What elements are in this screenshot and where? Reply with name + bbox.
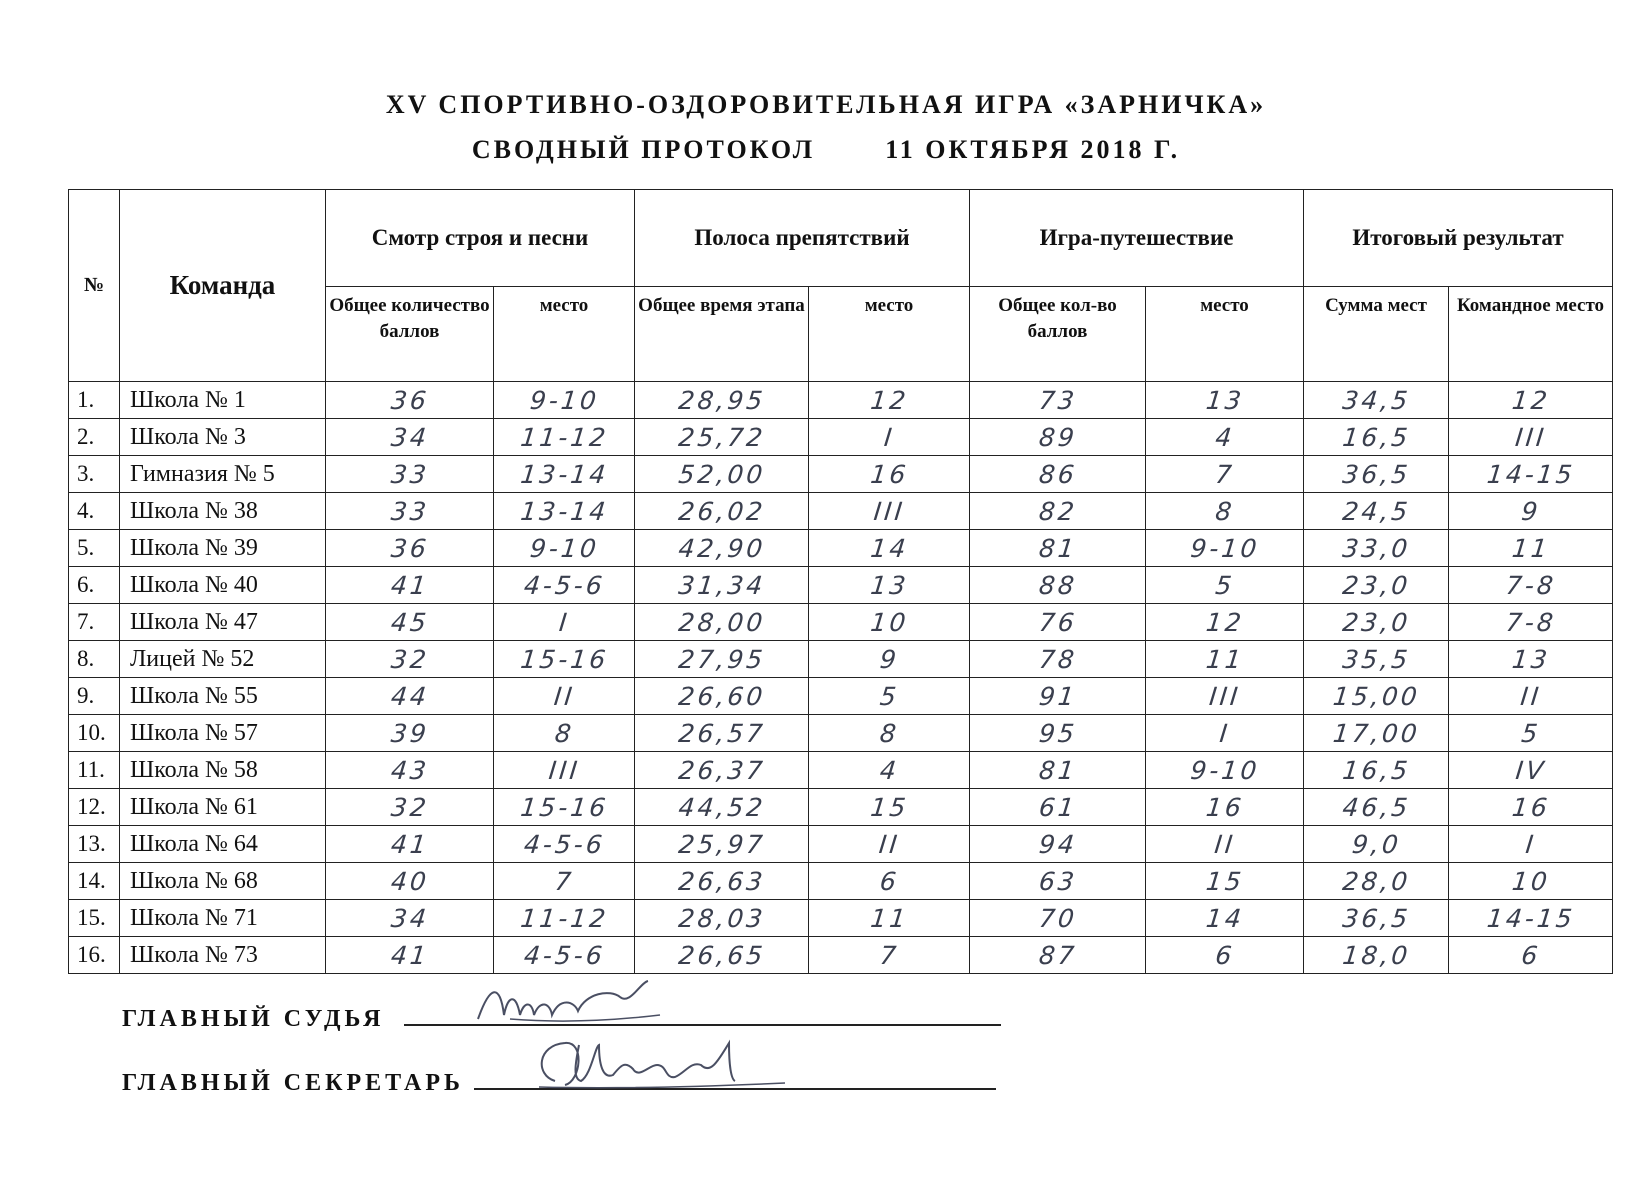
team-name-cell: Лицей № 52 — [120, 641, 326, 678]
chief-judge-signature — [470, 975, 670, 1035]
parade-place-cell: 11-12 — [492, 900, 637, 937]
sub-header-parade-points: Общее количество баллов — [326, 287, 494, 382]
results-table-body — [69, 382, 1613, 974]
team-name-cell: Школа № 39 — [120, 530, 326, 567]
obstacle-time-cell: 26,37 — [633, 752, 811, 789]
row-number-cell: 15. — [69, 900, 120, 937]
table-row — [69, 530, 1613, 567]
table-row — [69, 900, 1613, 937]
row-number-cell: 13. — [69, 826, 120, 863]
journey-points-cell: 88 — [968, 567, 1148, 604]
parade-points-cell: 36 — [324, 382, 496, 419]
sum-places-cell: 28,0 — [1302, 863, 1451, 900]
journey-place-cell: 12 — [1144, 604, 1306, 641]
team-name-cell: Школа № 61 — [120, 789, 326, 826]
journey-points-cell: 94 — [968, 826, 1148, 863]
obstacle-time-cell: 31,34 — [633, 567, 811, 604]
parade-place-cell: 9-10 — [492, 382, 637, 419]
team-name-cell: Школа № 57 — [120, 715, 326, 752]
sum-places-cell: 35,5 — [1302, 641, 1451, 678]
obstacle-time-cell: 26,57 — [633, 715, 811, 752]
group-obstacle-header: Полоса препятствий — [635, 190, 970, 287]
journey-points-cell: 63 — [968, 863, 1148, 900]
team-name-cell: Школа № 73 — [120, 937, 326, 974]
team-place-cell: III — [1447, 419, 1615, 456]
parade-place-cell: I — [492, 604, 637, 641]
obstacle-time-cell: 26,60 — [633, 678, 811, 715]
row-number-cell: 16. — [69, 937, 120, 974]
journey-points-cell: 70 — [968, 900, 1148, 937]
table-row — [69, 863, 1613, 900]
table-row — [69, 678, 1613, 715]
sub-header-obstacle-place: место — [809, 287, 970, 382]
group-journey-header: Игра-путешествие — [970, 190, 1304, 287]
parade-place-cell: 11-12 — [492, 419, 637, 456]
obstacle-place-cell: 10 — [807, 604, 972, 641]
row-number-cell: 8. — [69, 641, 120, 678]
team-name-cell: Школа № 38 — [120, 493, 326, 530]
team-name-cell: Школа № 47 — [120, 604, 326, 641]
journey-place-cell: 5 — [1144, 567, 1306, 604]
team-name-cell: Школа № 55 — [120, 678, 326, 715]
parade-place-cell: 9-10 — [492, 530, 637, 567]
group-total-header: Итоговый результат — [1304, 190, 1613, 287]
table-row — [69, 604, 1613, 641]
table-row — [69, 641, 1613, 678]
sum-places-cell: 23,0 — [1302, 604, 1451, 641]
team-place-cell: 7-8 — [1447, 567, 1615, 604]
sub-header-sum-places: Сумма мест — [1304, 287, 1449, 382]
team-place-cell: 9 — [1447, 493, 1615, 530]
parade-points-cell: 33 — [324, 493, 496, 530]
team-place-cell: I — [1447, 826, 1615, 863]
obstacle-place-cell: 14 — [807, 530, 972, 567]
document-subtitle — [0, 135, 1652, 165]
sum-places-cell: 33,0 — [1302, 530, 1451, 567]
journey-place-cell: 8 — [1144, 493, 1306, 530]
team-name-cell: Школа № 58 — [120, 752, 326, 789]
journey-place-cell: 16 — [1144, 789, 1306, 826]
row-number-cell: 14. — [69, 863, 120, 900]
parade-place-cell: 15-16 — [492, 641, 637, 678]
parade-points-cell: 41 — [324, 937, 496, 974]
sum-places-cell: 46,5 — [1302, 789, 1451, 826]
obstacle-time-cell: 52,00 — [633, 456, 811, 493]
parade-points-cell: 45 — [324, 604, 496, 641]
obstacle-place-cell: 8 — [807, 715, 972, 752]
obstacle-time-cell: 26,02 — [633, 493, 811, 530]
sum-places-cell: 36,5 — [1302, 456, 1451, 493]
journey-place-cell: 9-10 — [1144, 530, 1306, 567]
journey-place-cell: 4 — [1144, 419, 1306, 456]
obstacle-place-cell: 5 — [807, 678, 972, 715]
obstacle-place-cell: 4 — [807, 752, 972, 789]
parade-points-cell: 40 — [324, 863, 496, 900]
obstacle-time-cell: 28,00 — [633, 604, 811, 641]
team-place-cell: 13 — [1447, 641, 1615, 678]
journey-points-cell: 86 — [968, 456, 1148, 493]
document-title: XV СПОРТИВНО-ОЗДОРОВИТЕЛЬНАЯ ИГРА «ЗАРНИЧКА» — [385, 90, 1267, 119]
sub-header-journey-points: Общее кол-во баллов — [970, 287, 1146, 382]
parade-points-cell: 44 — [324, 678, 496, 715]
obstacle-time-cell: 25,97 — [633, 826, 811, 863]
team-place-cell: 14-15 — [1447, 456, 1615, 493]
sum-places-cell: 15,00 — [1302, 678, 1451, 715]
row-number-cell: 1. — [69, 382, 120, 419]
sub-header-obstacle-time: Общее время этапа — [635, 287, 809, 382]
sub-header-team-place: Командное место — [1449, 287, 1613, 382]
obstacle-time-cell: 42,90 — [633, 530, 811, 567]
row-number-cell: 12. — [69, 789, 120, 826]
parade-place-cell: 8 — [492, 715, 637, 752]
obstacle-place-cell: 13 — [807, 567, 972, 604]
row-number-cell: 3. — [69, 456, 120, 493]
sum-places-cell: 16,5 — [1302, 752, 1451, 789]
table-row — [69, 826, 1613, 863]
row-number-cell: 4. — [69, 493, 120, 530]
obstacle-place-cell: I — [807, 419, 972, 456]
table-row — [69, 456, 1613, 493]
journey-place-cell: 7 — [1144, 456, 1306, 493]
protocol-date: 11 ОКТЯБРЯ 2018 Г. — [885, 135, 1181, 164]
obstacle-place-cell: II — [807, 826, 972, 863]
table-row — [69, 789, 1613, 826]
chief-secretary-label: ГЛАВНЫЙ СЕКРЕТАРЬ — [122, 1070, 464, 1096]
obstacle-place-cell: 6 — [807, 863, 972, 900]
obstacle-place-cell: III — [807, 493, 972, 530]
protocol-label: СВОДНЫЙ ПРОТОКОЛ — [471, 135, 816, 164]
journey-place-cell: 13 — [1144, 382, 1306, 419]
team-name-cell: Школа № 3 — [120, 419, 326, 456]
sum-places-cell: 34,5 — [1302, 382, 1451, 419]
parade-points-cell: 36 — [324, 530, 496, 567]
obstacle-time-cell: 26,65 — [633, 937, 811, 974]
obstacle-time-cell: 44,52 — [633, 789, 811, 826]
table-row — [69, 752, 1613, 789]
table-row — [69, 937, 1613, 974]
parade-points-cell: 43 — [324, 752, 496, 789]
sum-places-cell: 16,5 — [1302, 419, 1451, 456]
results-table — [68, 189, 1613, 974]
row-number-cell: 2. — [69, 419, 120, 456]
parade-place-cell: 13-14 — [492, 456, 637, 493]
obstacle-place-cell: 7 — [807, 937, 972, 974]
team-place-cell: 12 — [1447, 382, 1615, 419]
journey-place-cell: I — [1144, 715, 1306, 752]
journey-place-cell: 15 — [1144, 863, 1306, 900]
parade-place-cell: 13-14 — [492, 493, 637, 530]
sum-places-cell: 17,00 — [1302, 715, 1451, 752]
team-place-cell: 6 — [1447, 937, 1615, 974]
obstacle-time-cell: 25,72 — [633, 419, 811, 456]
journey-points-cell: 87 — [968, 937, 1148, 974]
row-number-cell: 7. — [69, 604, 120, 641]
obstacle-place-cell: 11 — [807, 900, 972, 937]
parade-place-cell: III — [492, 752, 637, 789]
journey-points-cell: 91 — [968, 678, 1148, 715]
sum-places-cell: 18,0 — [1302, 937, 1451, 974]
journey-place-cell: 6 — [1144, 937, 1306, 974]
sum-places-cell: 23,0 — [1302, 567, 1451, 604]
obstacle-place-cell: 15 — [807, 789, 972, 826]
journey-place-cell: III — [1144, 678, 1306, 715]
obstacle-place-cell: 12 — [807, 382, 972, 419]
parade-points-cell: 41 — [324, 826, 496, 863]
team-place-cell: IV — [1447, 752, 1615, 789]
team-place-cell: 16 — [1447, 789, 1615, 826]
row-number-cell: 10. — [69, 715, 120, 752]
team-name-cell: Школа № 71 — [120, 900, 326, 937]
column-team-header: Команда — [120, 190, 326, 382]
team-place-cell: 7-8 — [1447, 604, 1615, 641]
team-name-cell: Школа № 64 — [120, 826, 326, 863]
group-parade-header: Смотр строя и песни — [326, 190, 635, 287]
journey-points-cell: 73 — [968, 382, 1148, 419]
table-row — [69, 419, 1613, 456]
team-place-cell: 5 — [1447, 715, 1615, 752]
parade-place-cell: 4-5-6 — [492, 567, 637, 604]
obstacle-place-cell: 9 — [807, 641, 972, 678]
sum-places-cell: 24,5 — [1302, 493, 1451, 530]
parade-place-cell: II — [492, 678, 637, 715]
obstacle-place-cell: 16 — [807, 456, 972, 493]
row-number-cell: 9. — [69, 678, 120, 715]
journey-points-cell: 81 — [968, 752, 1148, 789]
parade-place-cell: 4-5-6 — [492, 826, 637, 863]
obstacle-time-cell: 28,03 — [633, 900, 811, 937]
sub-header-parade-place: место — [494, 287, 635, 382]
parade-points-cell: 32 — [324, 641, 496, 678]
row-number-cell: 11. — [69, 752, 120, 789]
parade-place-cell: 15-16 — [492, 789, 637, 826]
parade-points-cell: 39 — [324, 715, 496, 752]
team-name-cell: Гимназия № 5 — [120, 456, 326, 493]
column-number-header: № — [69, 190, 120, 382]
parade-place-cell: 4-5-6 — [492, 937, 637, 974]
journey-points-cell: 76 — [968, 604, 1148, 641]
journey-points-cell: 81 — [968, 530, 1148, 567]
table-row — [69, 567, 1613, 604]
team-place-cell: 14-15 — [1447, 900, 1615, 937]
table-row — [69, 382, 1613, 419]
journey-points-cell: 78 — [968, 641, 1148, 678]
journey-place-cell: 11 — [1144, 641, 1306, 678]
obstacle-time-cell: 28,95 — [633, 382, 811, 419]
journey-points-cell: 82 — [968, 493, 1148, 530]
team-name-cell: Школа № 68 — [120, 863, 326, 900]
journey-place-cell: 14 — [1144, 900, 1306, 937]
journey-points-cell: 61 — [968, 789, 1148, 826]
parade-points-cell: 34 — [324, 419, 496, 456]
chief-judge-label: ГЛАВНЫЙ СУДЬЯ — [122, 1006, 385, 1032]
sub-header-journey-place: место — [1146, 287, 1304, 382]
journey-place-cell: 9-10 — [1144, 752, 1306, 789]
parade-points-cell: 41 — [324, 567, 496, 604]
parade-place-cell: 7 — [492, 863, 637, 900]
table-row — [69, 493, 1613, 530]
parade-points-cell: 32 — [324, 789, 496, 826]
row-number-cell: 6. — [69, 567, 120, 604]
journey-place-cell: II — [1144, 826, 1306, 863]
team-place-cell: 11 — [1447, 530, 1615, 567]
chief-secretary-signature — [525, 1035, 795, 1105]
team-place-cell: 10 — [1447, 863, 1615, 900]
table-row — [69, 715, 1613, 752]
obstacle-time-cell: 26,63 — [633, 863, 811, 900]
sum-places-cell: 9,0 — [1302, 826, 1451, 863]
parade-points-cell: 33 — [324, 456, 496, 493]
row-number-cell: 5. — [69, 530, 120, 567]
obstacle-time-cell: 27,95 — [633, 641, 811, 678]
team-place-cell: II — [1447, 678, 1615, 715]
parade-points-cell: 34 — [324, 900, 496, 937]
team-name-cell: Школа № 40 — [120, 567, 326, 604]
journey-points-cell: 89 — [968, 419, 1148, 456]
sum-places-cell: 36,5 — [1302, 900, 1451, 937]
team-name-cell: Школа № 1 — [120, 382, 326, 419]
journey-points-cell: 95 — [968, 715, 1148, 752]
